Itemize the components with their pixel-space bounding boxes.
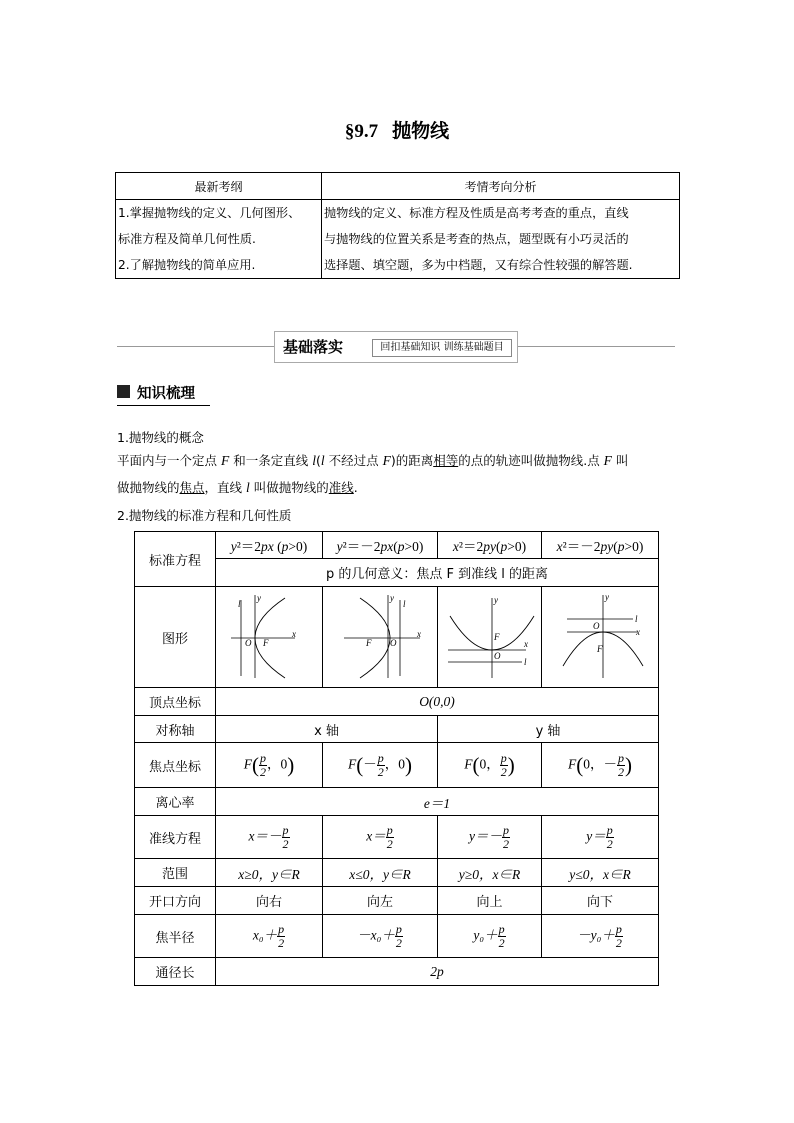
range-left: x≤0，y∈R [323, 859, 438, 887]
focal-radius-up [438, 915, 542, 958]
directrix-down [542, 816, 659, 859]
syllabus-left-cell [116, 200, 322, 279]
ecc-value: e＝1 [216, 788, 659, 816]
text: 做抛物线的 [117, 480, 180, 495]
syllabus-right-line: 与抛物线的位置关系是考查的热点，题型既有小巧灵活的 [324, 232, 629, 246]
text: 不经过点 [324, 453, 383, 468]
numerator: p [498, 921, 505, 936]
numerator: p [395, 921, 402, 936]
paren: ) [287, 752, 295, 777]
paren: ) [625, 752, 632, 777]
graph-down-cell [542, 587, 659, 688]
label-y: y [493, 594, 498, 605]
label-y: y [605, 591, 609, 602]
text: ，0 [267, 756, 288, 772]
section-banner [274, 331, 518, 363]
text: F [243, 756, 252, 772]
label-O: O [493, 650, 500, 661]
text: x₀＋ [252, 927, 278, 943]
term-directrix: 准线 [328, 480, 354, 495]
concept-heading: 1.抛物线的概念 [117, 430, 204, 445]
label-O: O [593, 620, 600, 631]
fraction [500, 752, 508, 779]
label-focal-radius: 焦半径 [135, 915, 216, 958]
text: 的点的轨迹叫做抛物线.点 [458, 453, 604, 468]
denominator: 2 [606, 836, 613, 851]
paren: ) [507, 752, 515, 777]
section-number: §9.7 [344, 121, 379, 142]
denominator: 2 [260, 764, 266, 779]
text: －y₀＋ [577, 927, 615, 943]
numerator: p [500, 750, 507, 765]
label-l: l [635, 613, 638, 624]
section-heading: 知识梳理 [137, 386, 195, 402]
banner-title: 基础落实 [283, 338, 344, 356]
range-right: x≥0，y∈R [216, 859, 323, 887]
sign: － [603, 756, 617, 772]
text: )的距离 [390, 453, 434, 468]
label-ecc: 离心率 [135, 788, 216, 816]
label-F: F [263, 637, 269, 648]
text: 叫做抛物线的 [249, 480, 329, 495]
syllabus-left-line: 2.了解抛物线的简单应用. [118, 258, 256, 272]
label-x: x [523, 638, 528, 649]
label-focus: 焦点坐标 [135, 743, 216, 788]
syllabus-left-line: 标准方程及简单几何性质. [118, 232, 256, 246]
p-meaning: p 的几何意义：焦点 F 到准线 l 的距离 [216, 559, 659, 587]
denominator: 2 [618, 764, 624, 779]
properties-heading: 2.抛物线的标准方程和几何性质 [117, 508, 292, 523]
label-O: O [245, 637, 252, 648]
text: 叫 [611, 453, 629, 468]
fraction [498, 923, 506, 950]
text: y＝－ [469, 828, 502, 844]
fraction [277, 923, 285, 950]
label-y: y [390, 592, 394, 603]
eq-down: x²＝－2py(p>0) [542, 532, 659, 559]
text: y₀＋ [473, 927, 498, 943]
paren: ( [356, 752, 364, 777]
section-name: 抛物线 [392, 120, 450, 142]
text: x＝－ [248, 828, 282, 844]
paren: ( [472, 752, 480, 777]
denominator: 2 [282, 836, 289, 851]
text: 0， [479, 756, 500, 772]
line-l: l [312, 453, 316, 468]
graph-right-cell [216, 587, 323, 688]
denominator: 2 [503, 836, 509, 851]
label-F: F [366, 637, 372, 648]
text: 0， [583, 756, 604, 772]
paren: ( [576, 752, 584, 777]
syllabus-header-left: 最新考纲 [116, 173, 322, 200]
denominator: 2 [278, 935, 285, 950]
label-l: l [403, 598, 406, 609]
range-down: y≤0，x∈R [542, 859, 659, 887]
fraction [606, 824, 614, 851]
denominator: 2 [500, 764, 507, 779]
text: . [353, 480, 358, 495]
graph-down-svg [545, 588, 655, 683]
banner-rule-right [517, 346, 675, 347]
syllabus-header-right: 考情考向分析 [322, 173, 680, 200]
label-O: O [390, 637, 397, 648]
opening-down: 向下 [542, 887, 659, 915]
label-vertex: 顶点坐标 [135, 688, 216, 716]
label-y: y [257, 592, 261, 603]
text: ( [315, 453, 321, 468]
numerator: p [260, 750, 266, 765]
label-x: x [417, 628, 421, 639]
numerator: p [503, 822, 509, 837]
line-l: l [320, 453, 325, 468]
text: ，直线 [204, 480, 247, 495]
denominator: 2 [377, 764, 384, 779]
numerator: p [618, 750, 624, 765]
denominator: 2 [498, 935, 505, 950]
syllabus-left-line: 1.掌握抛物线的定义、几何图形、 [118, 206, 301, 220]
focus-left [323, 743, 438, 788]
paren: ( [252, 752, 259, 777]
text: F [568, 756, 577, 772]
concept-line-1 [117, 451, 628, 469]
axis-y: y 轴 [438, 716, 659, 743]
fraction [259, 752, 267, 779]
properties-table [134, 531, 659, 986]
heading-square-icon [117, 385, 130, 398]
graph-right-svg [219, 588, 319, 683]
fraction [502, 824, 510, 851]
syllabus-table [115, 172, 680, 279]
sign: － [363, 756, 377, 772]
label-range: 范围 [135, 859, 216, 887]
numerator: p [377, 750, 384, 765]
eq-left: y²＝－2px(p>0) [323, 532, 438, 559]
syllabus-right-cell [322, 200, 680, 279]
focus-right [216, 743, 323, 788]
point-F: F [603, 453, 612, 468]
text: F [348, 756, 357, 772]
latus-value: 2p [216, 958, 659, 986]
focus-up [438, 743, 542, 788]
label-F: F [493, 631, 499, 642]
directrix-right [216, 816, 323, 859]
graph-left-svg [330, 588, 430, 683]
fraction [377, 752, 385, 779]
directrix-up [438, 816, 542, 859]
text: 平面内与一个定点 [117, 453, 221, 468]
vertex-value: O(0,0) [216, 688, 659, 716]
graph-up-cell [438, 587, 542, 688]
focal-radius-left [323, 915, 438, 958]
fraction [617, 752, 625, 779]
label-directrix: 准线方程 [135, 816, 216, 859]
text: －x₀＋ [357, 927, 395, 943]
text: ，0 [384, 756, 405, 772]
syllabus-right-line: 抛物线的定义、标准方程及性质是高考考查的重点，直线 [324, 206, 629, 220]
numerator: p [615, 921, 622, 936]
fraction [615, 923, 623, 950]
focal-radius-right [216, 915, 323, 958]
paren: ) [405, 752, 412, 777]
directrix-left [323, 816, 438, 859]
page-title [0, 116, 794, 143]
label-x: x [636, 626, 640, 637]
fraction [395, 923, 403, 950]
label-F: F [597, 643, 603, 654]
axis-x: x 轴 [216, 716, 438, 743]
label-opening: 开口方向 [135, 887, 216, 915]
denominator: 2 [395, 935, 402, 950]
graph-up-svg [440, 588, 540, 683]
text: x＝ [366, 828, 386, 844]
label-graph: 图形 [135, 587, 216, 688]
banner-tag: 回扣基础知识 训练基础题目 [372, 339, 512, 357]
label-latus: 通径长 [135, 958, 216, 986]
point-F: F [220, 453, 230, 468]
point-F: F [382, 453, 391, 468]
opening-up: 向上 [438, 887, 542, 915]
syllabus-right-line: 选择题、填空题，多为中档题，又有综合性较强的解答题. [324, 258, 633, 272]
focal-radius-down [542, 915, 659, 958]
eq-up: x²＝2py(p>0) [438, 532, 542, 559]
banner-rule-left [117, 346, 274, 347]
text: y＝ [586, 828, 606, 844]
fraction [386, 824, 394, 851]
label-l: l [523, 656, 527, 667]
numerator: p [386, 822, 393, 837]
denominator: 2 [386, 836, 393, 851]
term-focus: 焦点 [179, 480, 205, 495]
graph-left-cell [323, 587, 438, 688]
numerator: p [282, 822, 289, 837]
opening-left: 向左 [323, 887, 438, 915]
numerator: p [278, 921, 285, 936]
line-l: l [246, 480, 250, 495]
heading-underline [117, 405, 210, 406]
concept-line-2 [117, 478, 358, 496]
opening-right: 向右 [216, 887, 323, 915]
label-axis: 对称轴 [135, 716, 216, 743]
eq-right: y²＝2px (p>0) [216, 532, 323, 559]
numerator: p [606, 822, 613, 837]
focus-down [542, 743, 659, 788]
label-l: l [238, 598, 241, 609]
term-equal: 相等 [433, 453, 459, 468]
denominator: 2 [615, 935, 622, 950]
label-std-eq: 标准方程 [135, 532, 216, 587]
fraction [282, 824, 290, 851]
range-up: y≥0，x∈R [438, 859, 542, 887]
label-x: x [292, 628, 296, 639]
text: 和一条定直线 [229, 453, 313, 468]
text: F [464, 756, 473, 772]
